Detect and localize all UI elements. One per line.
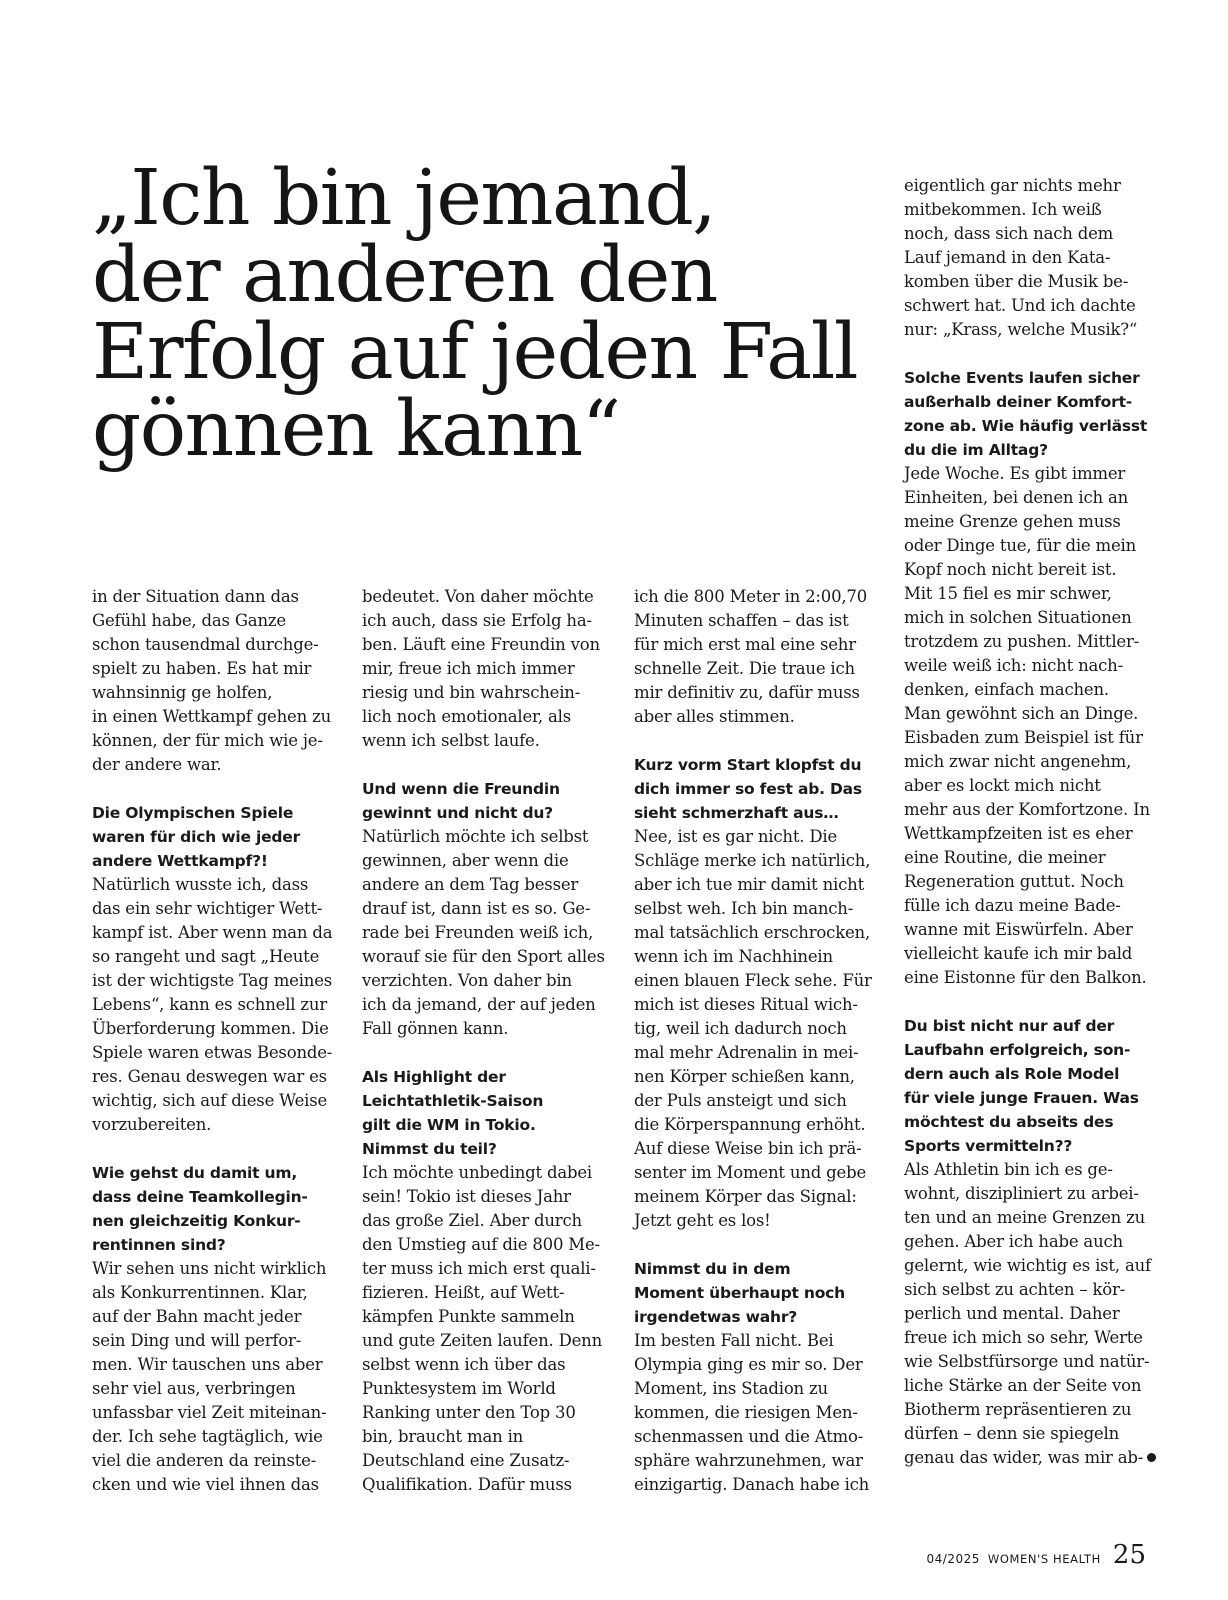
body-line: ist der wichtigste Tag meines: [92, 971, 333, 990]
body-line: nur: „Krass, welche Musik?“: [904, 320, 1138, 339]
question-line: gewinnt und nicht du?: [362, 804, 553, 822]
body-line: Man gewöhnt sich an Dinge.: [904, 704, 1139, 723]
body-line: Wir sehen uns nicht wirklich: [92, 1259, 327, 1278]
body-line: denken, einfach machen.: [904, 680, 1109, 699]
paragraph-gap: [634, 729, 884, 753]
body-line: den Umstieg auf die 800 Me-: [362, 1235, 600, 1254]
paragraph-gap: [362, 753, 612, 777]
body-line: drauf ist, dann ist es so. Ge-: [362, 899, 591, 918]
body-line: Eisbaden zum Beispiel ist für: [904, 728, 1143, 747]
body-line: schwert hat. Und ich dachte: [904, 296, 1136, 315]
body-line: das ein sehr wichtiger Wett-: [92, 899, 323, 918]
body-line: Im besten Fall nicht. Bei: [634, 1331, 834, 1350]
body-line: viel die anderen da reinste-: [92, 1451, 317, 1470]
magazine-name: WOMEN'S HEALTH: [987, 1552, 1101, 1566]
paragraph-gap: [362, 1041, 612, 1065]
body-line: nen Körper schießen kann,: [634, 1067, 855, 1086]
body-line: meine Grenze gehen muss: [904, 512, 1121, 531]
page-footer: [927, 1540, 1146, 1570]
body-line: mir definitiv zu, dafür muss: [634, 683, 860, 702]
question-line: Wie gehst du damit um,: [92, 1164, 298, 1182]
body-line: das große Ziel. Aber durch: [362, 1211, 582, 1230]
article-column-1: [92, 585, 342, 1497]
body-line: der. Ich sehe tagtäglich, wie: [92, 1427, 323, 1446]
body-line: Deutschland eine Zusatz-: [362, 1451, 570, 1470]
body-line: res. Genau deswegen war es: [92, 1067, 327, 1086]
question-line: gilt die WM in Tokio.: [362, 1116, 536, 1134]
body-line: spielt zu haben. Es hat mir: [92, 659, 312, 678]
body-line: wenn ich im Nachhinein: [634, 947, 833, 966]
body-line: gewinnen, aber wenn die: [362, 851, 569, 870]
question-line: für viele junge Frauen. Was: [904, 1089, 1139, 1107]
question-line: außerhalb deiner Komfort-: [904, 393, 1133, 411]
body-line: Ich möchte unbedingt dabei: [362, 1163, 593, 1182]
question-line: waren für dich wie jeder: [92, 828, 301, 846]
body-line: men. Wir tauschen uns aber: [92, 1355, 323, 1374]
body-line: sehr viel aus, verbringen: [92, 1379, 296, 1398]
body-line: mehr aus der Komfortzone. In: [904, 800, 1150, 819]
body-line: Spiele waren etwas Besonde-: [92, 1043, 333, 1062]
body-line: eigentlich gar nichts mehr: [904, 176, 1121, 195]
body-line: noch, dass sich nach dem: [904, 224, 1114, 243]
question-line: Nimmst du in dem: [634, 1260, 791, 1278]
body-line: oder Dinge tue, für die mein: [904, 536, 1137, 555]
body-line: mir, freue ich mich immer: [362, 659, 575, 678]
headline: [92, 154, 857, 474]
body-line: Ranking unter den Top 30: [362, 1403, 576, 1422]
body-line: weile weiß ich: nicht nach-: [904, 656, 1123, 675]
body-line: Jede Woche. Es gibt immer: [904, 464, 1126, 483]
body-line: mich ist dieses Ritual wich-: [634, 995, 858, 1014]
body-line: selbst weh. Ich bin manch-: [634, 899, 854, 918]
question-line: Moment überhaupt noch: [634, 1284, 845, 1302]
headline-line: gönnen kann“: [92, 385, 620, 474]
body-line: vielleicht kaufe ich mir bald: [904, 944, 1133, 963]
body-line: so rangeht und sagt „Heute: [92, 947, 320, 966]
paragraph-gap: [634, 1233, 884, 1257]
body-line: selbst wenn ich über das: [362, 1355, 566, 1374]
body-line: cken und wie viel ihnen das: [92, 1475, 319, 1494]
body-line: ter muss ich mich erst quali-: [362, 1259, 596, 1278]
body-line: sein Ding und will perfor-: [92, 1331, 302, 1350]
paragraph-gap: [92, 777, 342, 801]
question-line: möchtest du abseits des: [904, 1113, 1114, 1131]
body-line: wahnsinnig ge holfen,: [92, 683, 273, 702]
body-line: aber ich tue mir damit nicht: [634, 875, 865, 894]
body-line: aber alles stimmen.: [634, 707, 795, 726]
body-line: sich selbst zu achten – kör-: [904, 1280, 1126, 1299]
body-line: mitbekommen. Ich weiß: [904, 200, 1102, 219]
paragraph-gap: [92, 1137, 342, 1161]
body-line: Lauf jemand in den Kata-: [904, 248, 1111, 267]
body-line: und gute Zeiten laufen. Denn: [362, 1331, 603, 1350]
body-line: wenn ich selbst laufe.: [362, 731, 540, 750]
body-line: meinem Körper das Signal:: [634, 1187, 857, 1206]
body-line: mich zwar nicht angenehm,: [904, 752, 1132, 771]
body-line: Wettkampfzeiten ist es eher: [904, 824, 1133, 843]
body-line: senter im Moment und gebe: [634, 1163, 867, 1182]
body-line: Moment, ins Stadion zu: [634, 1379, 828, 1398]
body-line: Überforderung kommen. Die: [92, 1019, 329, 1038]
body-line: mal mehr Adrenalin in mei-: [634, 1043, 859, 1062]
body-line: sein! Tokio ist dieses Jahr: [362, 1187, 571, 1206]
article-column-3: [634, 585, 884, 1497]
question-line: dich immer so fest ab. Das: [634, 780, 862, 798]
body-line: auf der Bahn macht jeder: [92, 1307, 302, 1326]
body-line: mich in solchen Situationen: [904, 608, 1132, 627]
body-line: Jetzt geht es los!: [634, 1211, 771, 1230]
question-line: Sports vermitteln??: [904, 1137, 1073, 1155]
end-mark-icon: [1147, 1453, 1156, 1462]
headline-line: Erfolg auf jeden Fall: [92, 308, 857, 397]
body-line: Regeneration guttut. Noch: [904, 872, 1124, 891]
headline-line: der anderen den: [92, 231, 717, 320]
body-line: fülle ich dazu meine Bade-: [904, 896, 1121, 915]
question-line: Kurz vorm Start klopfst du: [634, 756, 862, 774]
question-line: rentinnen sind?: [92, 1236, 226, 1254]
question-line: sieht schmerzhaft aus…: [634, 804, 839, 822]
body-line: lich noch emotionaler, als: [362, 707, 571, 726]
body-line: Punktesystem im World: [362, 1379, 556, 1398]
body-line: Nee, ist es gar nicht. Die: [634, 827, 838, 846]
body-line: gelernt, wie wichtig es ist, auf: [904, 1256, 1151, 1275]
article-column-4: [904, 174, 1164, 1470]
body-line: ben. Läuft eine Freundin von: [362, 635, 600, 654]
body-line: freue ich mich so sehr, Werte: [904, 1328, 1143, 1347]
body-line: können, der für mich wie je-: [92, 731, 323, 750]
body-line: bin, braucht man in: [362, 1427, 524, 1446]
body-line: aber es lockt mich nicht: [904, 776, 1101, 795]
question-line: Nimmst du teil?: [362, 1140, 497, 1158]
question-line: dern auch als Role Model: [904, 1065, 1120, 1083]
body-line: Auf diese Weise bin ich prä-: [634, 1139, 862, 1158]
body-line: die Körperspannung erhöht.: [634, 1115, 866, 1134]
body-line: Minuten schaffen – das ist: [634, 611, 849, 630]
body-line: tig, weil ich dadurch noch: [634, 1019, 847, 1038]
body-line: bedeutet. Von daher möchte: [362, 587, 594, 606]
question-line: Leichtathletik-Saison: [362, 1092, 544, 1110]
body-line: Natürlich wusste ich, dass: [92, 875, 309, 894]
body-line: Olympia ging es mir so. Der: [634, 1355, 863, 1374]
body-line: wanne mit Eiswürfeln. Aber: [904, 920, 1133, 939]
body-line: Lebens“, kann es schnell zur: [92, 995, 328, 1014]
body-line: für mich erst mal eine sehr: [634, 635, 856, 654]
body-line: ich da jemand, der auf jeden: [362, 995, 596, 1014]
body-line: sphäre wahrzunehmen, war: [634, 1451, 863, 1470]
question-line: irgendetwas wahr?: [634, 1308, 798, 1326]
body-line: kampf ist. Aber wenn man da: [92, 923, 333, 942]
question-line: Als Highlight der: [362, 1068, 506, 1086]
body-line: mal tatsächlich erschrocken,: [634, 923, 871, 942]
body-line: Mit 15 fiel es mir schwer,: [904, 584, 1112, 603]
page-number: 25: [1112, 1540, 1146, 1570]
question-line: zone ab. Wie häufig verlässt: [904, 417, 1148, 435]
body-line: in einen Wettkampf gehen zu: [92, 707, 331, 726]
body-line: Fall gönnen kann.: [362, 1019, 509, 1038]
body-line: kommen, die riesigen Men-: [634, 1403, 858, 1422]
body-line: ich auch, dass sie Erfolg ha-: [362, 611, 592, 630]
paragraph-gap: [904, 990, 1164, 1014]
body-line: perlich und mental. Daher: [904, 1304, 1120, 1323]
body-line: vorzubereiten.: [92, 1115, 212, 1134]
body-line: der andere war.: [92, 755, 222, 774]
question-line: andere Wettkampf?!: [92, 852, 268, 870]
body-line: schnelle Zeit. Die traue ich: [634, 659, 855, 678]
body-line: unfassbar viel Zeit miteinan-: [92, 1403, 327, 1422]
body-line: schon tausendmal durchge-: [92, 635, 319, 654]
body-line: wichtig, sich auf diese Weise: [92, 1091, 328, 1110]
body-line: Gefühl habe, das Ganze: [92, 611, 286, 630]
body-line: Einheiten, bei denen ich an: [904, 488, 1129, 507]
question-line: Solche Events laufen sicher: [904, 369, 1140, 387]
headline-line: „Ich bin jemand,: [92, 154, 716, 243]
question-line: Laufbahn erfolgreich, son-: [904, 1041, 1131, 1059]
body-line: [904, 1446, 1164, 1470]
body-line: wie Selbstfürsorge und natür-: [904, 1352, 1150, 1371]
body-line: einzigartig. Danach habe ich: [634, 1475, 870, 1494]
question-line: du die im Alltag?: [904, 441, 1048, 459]
body-line: Schläge merke ich natürlich,: [634, 851, 871, 870]
body-line: Qualifikation. Dafür muss: [362, 1475, 572, 1494]
body-line: worauf sie für den Sport alles: [362, 947, 605, 966]
body-line: Kopf noch nicht bereit ist.: [904, 560, 1117, 579]
body-line: ich die 800 Meter in 2:00,70: [634, 587, 868, 606]
issue-date: 04/2025: [926, 1552, 980, 1566]
body-line: wohnt, diszipliniert zu arbei-: [904, 1184, 1139, 1203]
body-line: riesig und bin wahrschein-: [362, 683, 581, 702]
body-line: verzichten. Von daher bin: [362, 971, 572, 990]
question-line: Du bist nicht nur auf der: [904, 1017, 1115, 1035]
body-line: liche Stärke an der Seite von: [904, 1376, 1142, 1395]
body-line: fizieren. Heißt, auf Wett-: [362, 1283, 565, 1302]
body-line: komben über die Musik be-: [904, 272, 1129, 291]
body-line: Natürlich möchte ich selbst: [362, 827, 589, 846]
body-line: eine Eistonne für den Balkon.: [904, 968, 1147, 987]
body-line: dürfen – denn sie spiegeln: [904, 1424, 1119, 1443]
body-line: in der Situation dann das: [92, 587, 299, 606]
question-line: dass deine Teamkollegin-: [92, 1188, 308, 1206]
body-line: eine Routine, die meiner: [904, 848, 1106, 867]
question-line: nen gleichzeitig Konkur-: [92, 1212, 301, 1230]
body-line: gehen. Aber ich habe auch: [904, 1232, 1123, 1251]
body-line: ten und an meine Grenzen zu: [904, 1208, 1146, 1227]
body-line: schenmassen und die Atmo-: [634, 1427, 864, 1446]
body-line: Biotherm repräsentieren zu: [904, 1400, 1132, 1419]
article-column-2: [362, 585, 612, 1497]
question-line: Die Olympischen Spiele: [92, 804, 294, 822]
body-line: der Puls ansteigt und sich: [634, 1091, 847, 1110]
body-line: als Konkurrentinnen. Klar,: [92, 1283, 308, 1302]
body-line: rade bei Freunden weiß ich,: [362, 923, 594, 942]
body-line: einen blauen Fleck sehe. Für: [634, 971, 872, 990]
question-line: Und wenn die Freundin: [362, 780, 560, 798]
paragraph-gap: [904, 342, 1164, 366]
body-line: kämpfen Punkte sammeln: [362, 1307, 575, 1326]
body-line: trotzdem zu pushen. Mittler-: [904, 632, 1140, 651]
body-line: andere an dem Tag besser: [362, 875, 579, 894]
last-line-text: genau das wider, was mir ab-: [904, 1448, 1144, 1467]
body-line: Als Athletin bin ich es ge-: [904, 1160, 1113, 1179]
